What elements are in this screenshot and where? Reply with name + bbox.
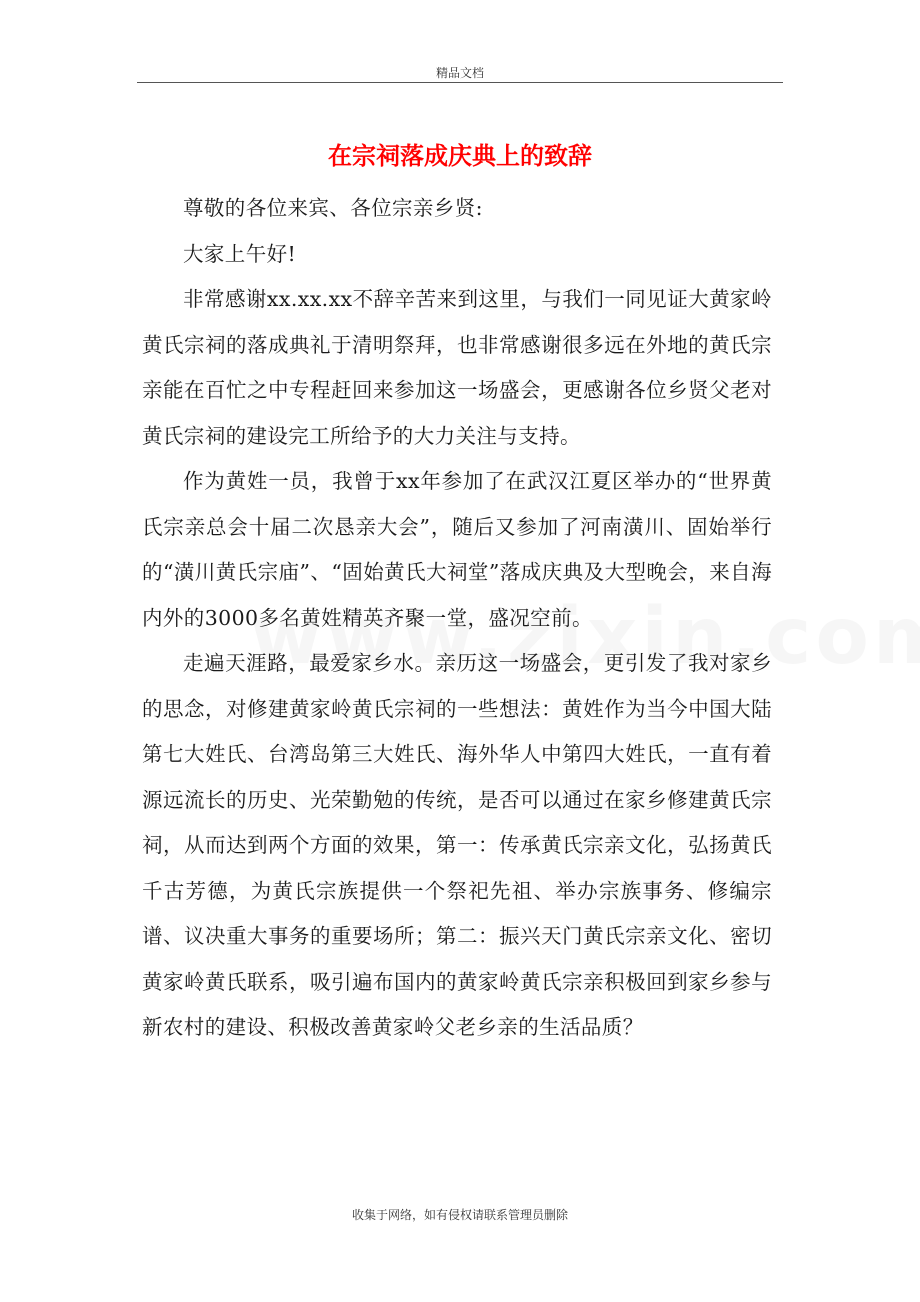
header-divider bbox=[137, 82, 783, 83]
salutation-paragraph: 尊敬的各位来宾、各位宗亲乡贤: bbox=[183, 196, 483, 220]
page-header-label: 精品文档 bbox=[435, 66, 484, 80]
document-title: 在宗祠落成庆典上的致辞 bbox=[328, 142, 592, 170]
page-footer-label: 收集于网络，如有侵权请联系管理员删除 bbox=[351, 1208, 568, 1222]
body-paragraph: 作为黄姓一员，我曾于xx年参加了在武汉江夏区举办的“世界黄氏宗亲总会十届二次恳亲大会”，随后又参加了河南潢川、固始举行的“潢川黄氏宗庙”、“固始黄氏大祠堂”落成庆典及大型晚会，来自海内外的3000多名黄姓精英齐聚一堂，盛况空前。 bbox=[142, 469, 772, 630]
greeting-paragraph: 大家上午好! bbox=[183, 241, 297, 266]
body-paragraph: 走遍天涯路，最爱家乡水。亲历这一场盛会，更引发了我对家乡的思念，对修建黄家岭黄氏宗祠的一些想法：黄姓作为当今中国大陆第七大姓氏、台湾岛第三大姓氏、海外华人中第四大姓氏，一直有着源远流长的历史、光荣勤勉的传统，是否可以通过在家乡修建黄氏宗祠，从而达到两个方面的效果，第一：传承黄氏宗亲文化，弘扬黄氏千古芳德，为黄氏宗族提供一个祭祀先祖、举办宗族事务、修编宗谱、议决重大事务的重要场所；第二：振兴天门黄氏宗亲文化、密切黄家岭黄氏联系，吸引遍布国内的黄家岭黄氏宗亲积极回到家乡参与新农村的建设、积极改善黄家岭父老乡亲的生活品质？ bbox=[142, 651, 772, 1039]
document-body bbox=[142, 186, 772, 1051]
body-paragraph: 非常感谢xx.xx.xx不辞辛苦来到这里，与我们一同见证大黄家岭黄氏宗祠的落成典礼于清明祭拜，也非常感谢很多远在外地的黄氏宗亲能在百忙之中专程赶回来参加这一场盛会，更感谢各位乡贤父老对黄氏宗祠的建设完工所给予的大力关注与支持。 bbox=[142, 287, 772, 448]
